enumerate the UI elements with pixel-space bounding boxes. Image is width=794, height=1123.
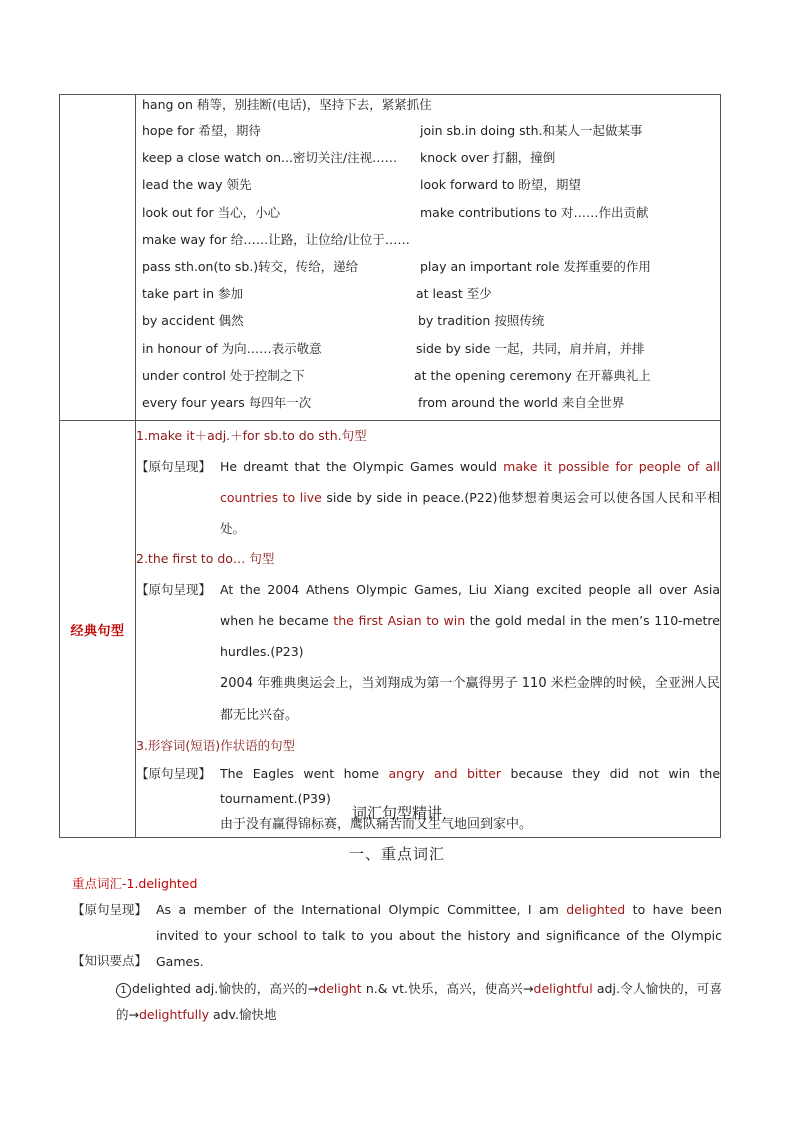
- sentence-text: because they did not win the tournament.(P39): [220, 766, 721, 807]
- section-title: 词汇句型精讲: [351, 804, 442, 822]
- knowledge-heading: [72, 948, 722, 974]
- knowledge-point: [72, 976, 722, 1028]
- classic-sentences-cell: [136, 421, 721, 838]
- sentence-text: side by side in peace.(P22)他梦想着奥运会可以使各国人民和平相处。: [220, 490, 720, 537]
- keyword-label: 重点词汇-1.delighted: [72, 876, 198, 891]
- phrase-left: under control 处于控制之下: [142, 367, 305, 383]
- phrase-right: at the opening ceremony 在开幕典礼上: [414, 367, 651, 383]
- phrase-right: from around the world 来自全世界: [418, 394, 625, 410]
- phrase-left: pass sth.on(to sb.)转交，传给，递给: [142, 258, 359, 274]
- phrase-line: [136, 171, 720, 198]
- phrase-left: by accident 偶然: [142, 313, 244, 329]
- sentence-text: At the 2004 Athens Olympic Games, Liu Xiang excited people all over Asia when he became: [220, 582, 720, 629]
- classic-sentences-row: [60, 421, 721, 838]
- phrase-left: in honour of 为向……表示敬意: [142, 340, 322, 356]
- phrase-line: [136, 280, 720, 307]
- pattern-title: 2.the first to do… 句型: [136, 551, 275, 567]
- phrase-left: make way for 给……让路，让位给/让位于……: [142, 231, 410, 247]
- original-tag: 【原句呈现】: [136, 459, 212, 475]
- highlight-text: delight: [318, 981, 362, 996]
- knowledge-text: n.& vt.快乐，高兴，使高兴→: [361, 981, 534, 996]
- phrase-line: [136, 307, 720, 334]
- phrase-line: [136, 95, 720, 117]
- original-tag: 【原句呈现】: [72, 902, 148, 917]
- phrase-left: hang on 稍等，别挂断(电话)，坚持下去，紧紧抓住: [142, 97, 432, 112]
- original-tag: 【原句呈现】: [136, 766, 212, 782]
- phrase-line: [136, 199, 720, 226]
- highlight-text: delighted: [566, 902, 626, 917]
- phrase-right: join sb.in doing sth.和某人一起做某事: [420, 123, 643, 138]
- phrase-line: [136, 144, 720, 171]
- phrase-line: [136, 226, 720, 253]
- highlight-text: delightfully: [138, 1007, 209, 1022]
- phrase-left: lead the way 领先: [142, 177, 252, 193]
- original-tag: 【原句呈现】: [136, 582, 212, 598]
- knowledge-text: delighted adj.愉快的，高兴的→: [132, 981, 319, 996]
- knowledge-text: adv.愉快地: [208, 1007, 277, 1022]
- phrase-line: [136, 117, 720, 144]
- highlight-text: the first Asian to win: [333, 613, 466, 629]
- phrases-row: [60, 95, 721, 421]
- phrase-left: keep a close watch on...密切关注/注视……: [142, 150, 398, 166]
- phrase-right: knock over 打翻，撞倒: [420, 150, 556, 166]
- classic-label: 经典句型: [60, 421, 136, 838]
- phrase-left: hope for 希望，期待: [142, 123, 261, 138]
- highlight-text: angry and bitter: [388, 766, 502, 782]
- phrase-line: [136, 253, 720, 280]
- phrase-left: every four years 每四年一次: [142, 394, 312, 410]
- phrase-right: at least 至少: [416, 286, 492, 302]
- sentence-text: As a member of the International Olympic Committee, I am: [156, 902, 567, 917]
- phrase-right: by tradition 按照传统: [418, 313, 545, 329]
- subsection-title: 一、重点词汇: [348, 845, 445, 863]
- original-sentence: [136, 451, 720, 544]
- pattern-title: 1.make it＋adj.＋for sb.to do sth.句型: [136, 428, 367, 444]
- phrase-right: side by side 一起，共同，肩并肩，并排: [416, 340, 645, 356]
- phrase-line: [136, 362, 720, 389]
- translation-text: 2004 年雅典奥运会上，当刘翔成为第一个赢得男子 110 米栏金牌的时候，全亚洲人民都无比兴奋。: [220, 676, 720, 724]
- phrase-left: take part in 参加: [142, 286, 243, 302]
- original-sentence: [136, 574, 720, 731]
- phrases-label-cell: [60, 95, 136, 421]
- phrase-line: [136, 335, 720, 362]
- sentence-text: the gold medal in the men’s 110-metre hurdles.(P23): [220, 613, 720, 660]
- pattern-title: 3.形容词(短语)作状语的句型: [136, 738, 296, 754]
- sentence-text: He dreamt that the Olympic Games would: [220, 459, 504, 475]
- phrases-cell: [136, 95, 721, 421]
- sentence-text: The Eagles went home: [220, 766, 389, 782]
- sentence-text: to have been invited to your school to talk to you about the history and significance of the Olympic Games.: [156, 902, 722, 969]
- phrase-left: look out for 当心，小心: [142, 204, 281, 220]
- knowledge-text: adj.令人愉快的，可喜的→: [116, 981, 723, 1022]
- phrase-right: make contributions to 对……作出贡献: [420, 204, 649, 220]
- phrase-right: look forward to 盼望，期望: [420, 177, 581, 193]
- highlight-text: make it possible for people of all countries to live: [220, 459, 720, 506]
- original-sentence: [136, 761, 720, 837]
- number-circle: 1: [116, 983, 131, 998]
- knowledge-tag: 【知识要点】: [72, 953, 148, 968]
- phrase-right: play an important role 发挥重要的作用: [420, 258, 651, 274]
- phrase-line: [136, 389, 720, 416]
- translation-text: 由于没有赢得锦标赛，鹰队痛苦而又生气地回到家中。: [220, 817, 533, 833]
- highlight-text: delightful: [533, 981, 593, 996]
- vocabulary-table: [59, 94, 721, 838]
